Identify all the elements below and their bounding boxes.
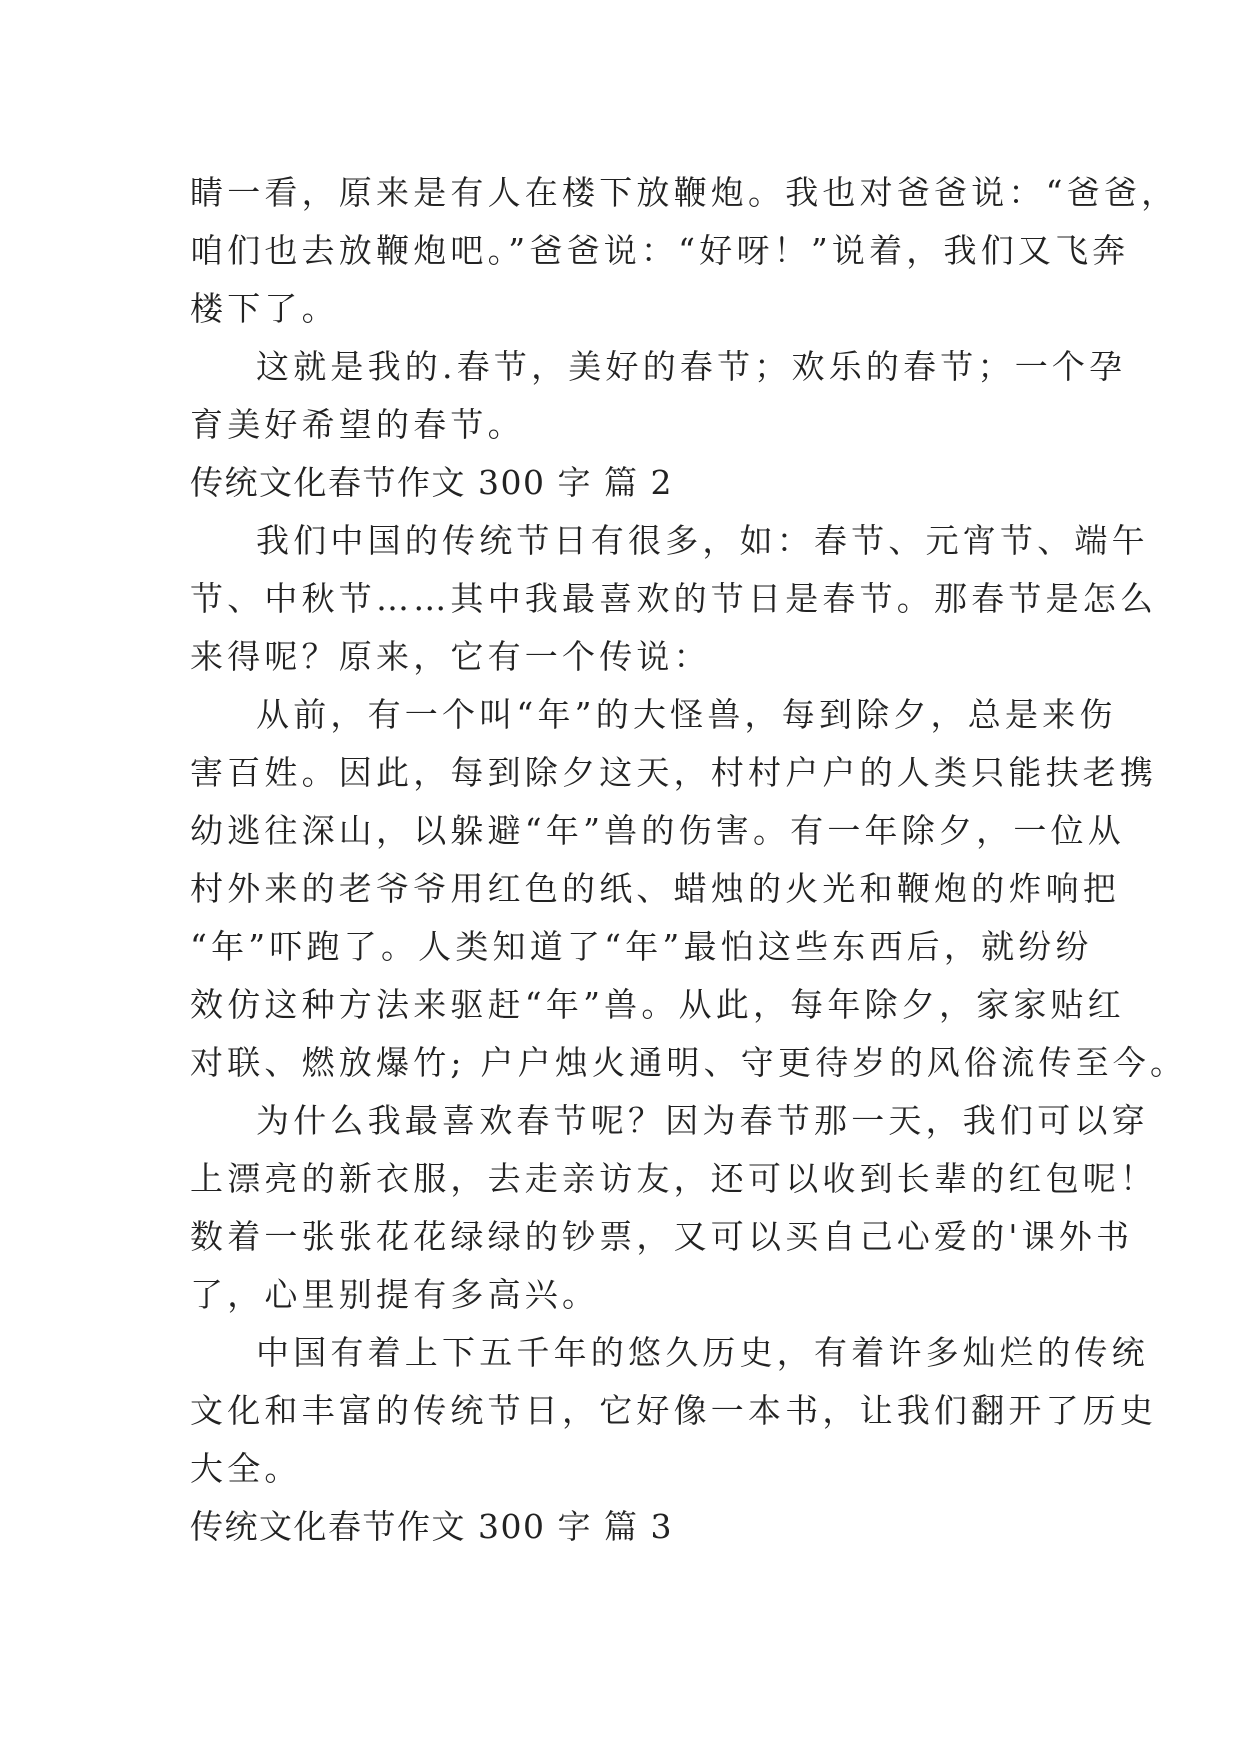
text-line: 从前，有一个叫“年”的大怪兽，每到除夕，总是来伤	[256, 695, 1117, 734]
section-heading-2: 传统文化春节作文 300 字 篇 2	[190, 463, 673, 502]
text-line: 对联、燃放爆竹; 户户烛火通明、守更待岁的风俗流传至今。	[190, 1043, 1188, 1082]
paragraph-4	[190, 686, 1188, 1092]
text-line: 来得呢？原来，它有一个传说：	[190, 637, 711, 676]
text-line: 楼下了。	[190, 289, 339, 328]
section-heading-3: 传统文化春节作文 300 字 篇 3	[190, 1507, 673, 1546]
text-line: 上漂亮的新衣服，去走亲访友，还可以收到长辈的红包呢！	[190, 1159, 1158, 1198]
paragraph-1	[190, 164, 1179, 338]
text-line: 幼逃往深山，以躲避“年”兽的伤害。有一年除夕，一位从	[190, 811, 1125, 850]
text-line: 了，心里别提有多高兴。	[190, 1275, 600, 1314]
text-line: 中国有着上下五千年的悠久历史，有着许多灿烂的传统	[256, 1333, 1149, 1372]
paragraph-6	[190, 1324, 1158, 1498]
text-line: 害百姓。因此，每到除夕这天，村村户户的人类只能扶老携	[190, 753, 1158, 792]
paragraph-5	[190, 1092, 1158, 1324]
text-line: 咱们也去放鞭炮吧。”爸爸说：“好呀！”说着，我们又飞奔	[190, 231, 1130, 270]
text-line: 这就是我的.春节，美好的春节；欢乐的春节；一个孕	[256, 347, 1127, 386]
text-line: 效仿这种方法来驱赶“年”兽。从此，每年除夕，家家贴红	[190, 985, 1125, 1024]
text-line: 睛一看，原来是有人在楼下放鞭炮。我也对爸爸说：“爸爸，	[190, 173, 1179, 212]
text-line: 我们中国的传统节日有很多，如：春节、元宵节、端午	[256, 521, 1149, 560]
text-line: 大全。	[190, 1449, 302, 1488]
text-line: 育美好希望的春节。	[190, 405, 525, 444]
text-line: 为什么我最喜欢春节呢？因为春节那一天，我们可以穿	[256, 1101, 1149, 1140]
paragraph-3	[190, 512, 1158, 686]
paragraph-2	[190, 338, 1127, 454]
text-line: “年”吓跑了。人类知道了“年”最怕这些东西后，就纷纷	[190, 927, 1093, 966]
text-line: 村外来的老爷爷用红色的纸、蜡烛的火光和鞭炮的炸响把	[190, 869, 1120, 908]
text-line: 文化和丰富的传统节日，它好像一本书，让我们翻开了历史	[190, 1391, 1158, 1430]
document-page	[190, 164, 1188, 1556]
text-line: 节、中秋节……其中我最喜欢的节日是春节。那春节是怎么	[190, 579, 1158, 618]
text-line: 数着一张张花花绿绿的钞票，又可以买自己心爱的'课外书	[190, 1217, 1134, 1256]
